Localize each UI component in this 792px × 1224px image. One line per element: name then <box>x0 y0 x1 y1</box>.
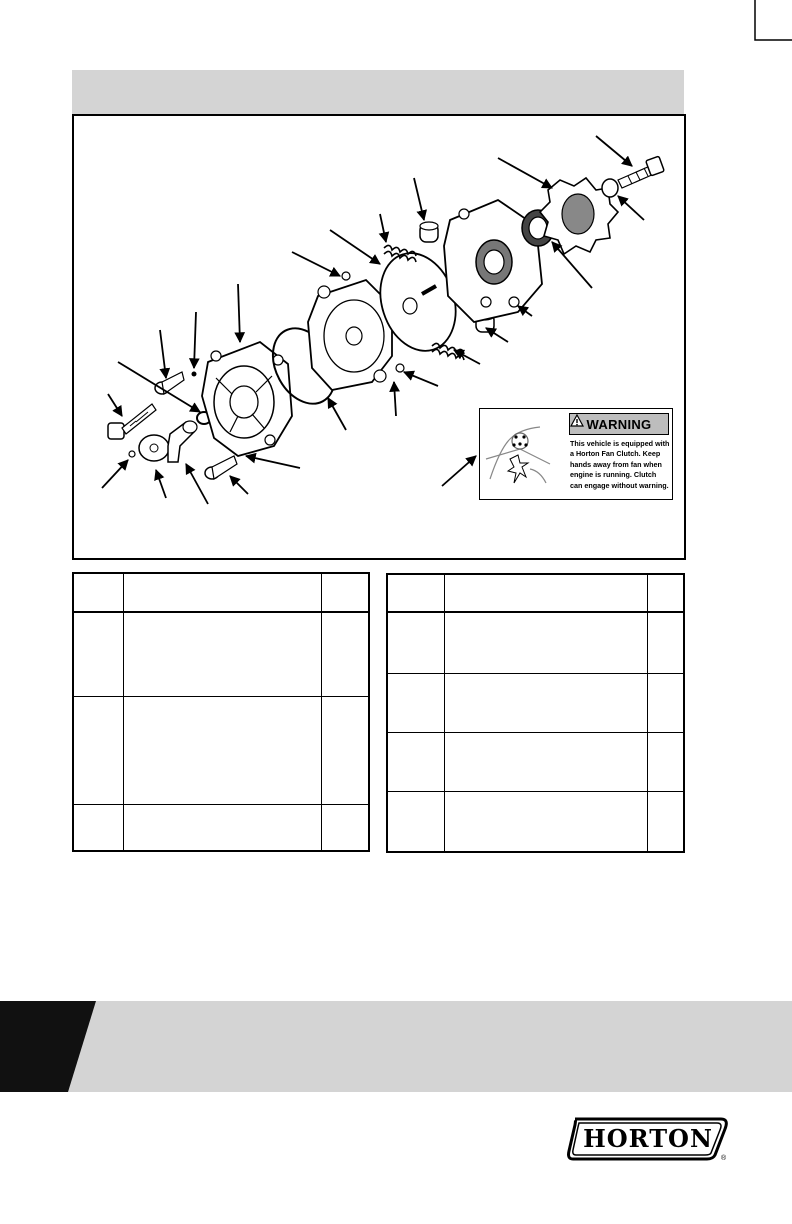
exploded-view-figure <box>72 114 686 560</box>
table-row <box>73 612 369 696</box>
warning-body-text: This vehicle is equipped with a Horton Fan Clutch. Keep hands away from fan when engine is running. Clutch can engage without warning. <box>570 439 670 490</box>
parts-table-right <box>386 573 685 853</box>
grease-fitting <box>129 451 135 457</box>
lower-stud <box>205 456 237 479</box>
table-row <box>387 791 684 852</box>
table-row <box>387 612 684 673</box>
logo-text: HORTON <box>583 1123 713 1153</box>
warning-triangle-icon <box>570 414 584 427</box>
section-header-band <box>72 70 684 114</box>
piston-pin <box>155 372 184 394</box>
cylinder-ball-top <box>342 272 350 280</box>
retainer-plate <box>139 435 169 461</box>
table-row <box>73 804 369 851</box>
table-row <box>73 696 369 804</box>
warning-heading: WARNING <box>586 416 652 432</box>
table-header-row <box>73 573 369 612</box>
table-row <box>387 673 684 732</box>
long-bolt <box>108 404 156 439</box>
warning-header <box>569 413 669 435</box>
cylinder-ball-bottom <box>396 364 404 372</box>
air-elbow-fitting <box>168 421 197 462</box>
horton-logo <box>565 1115 731 1161</box>
small-ball <box>192 372 197 377</box>
cylinder <box>308 280 392 390</box>
registered-mark: ® <box>721 1155 727 1162</box>
parts-table-left <box>72 572 370 852</box>
piston-housing <box>202 342 292 456</box>
footer-band <box>0 1001 792 1092</box>
table-header-row <box>387 574 684 612</box>
table-row <box>387 732 684 791</box>
warning-illustration <box>480 409 560 489</box>
bushing-top <box>420 222 438 242</box>
top-washer <box>602 179 618 197</box>
footer-page-tab <box>0 1001 100 1092</box>
warning-decal <box>479 408 673 500</box>
crop-mark <box>0 0 792 60</box>
